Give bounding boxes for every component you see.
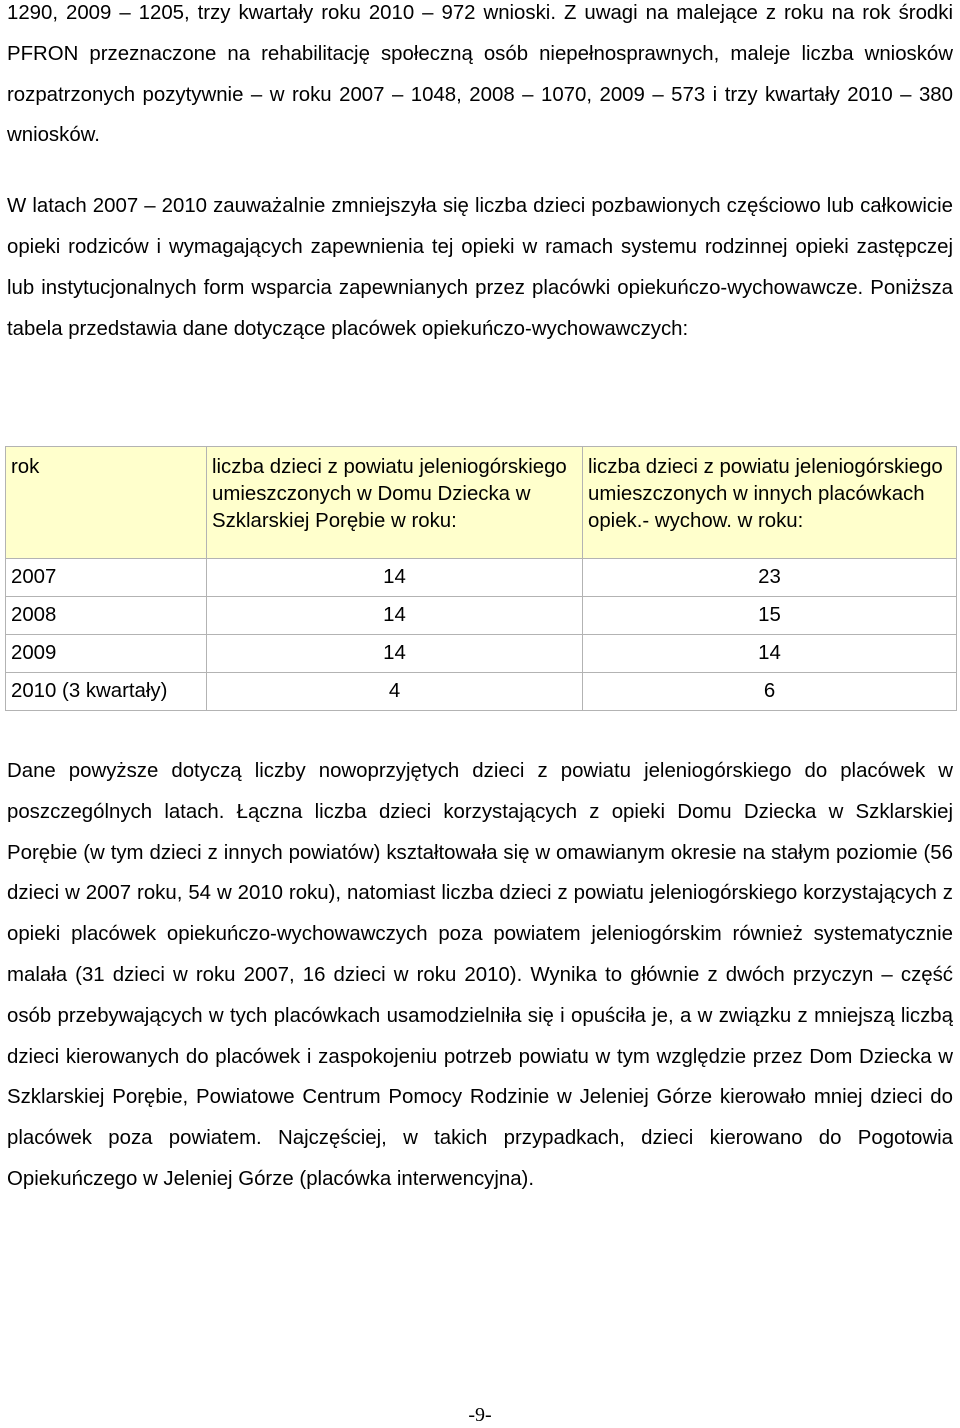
cell-other: 14 bbox=[583, 635, 957, 673]
paragraph-summary: Dane powyższe dotyczą liczby nowoprzyjętych dzieci z powiatu jeleniogórskiego do placówek w poszczególnych latach. Łączna liczba dzieci korzystających z opieki Domu Dziecka w Szklarskiej Porębie (w tym dzieci z innych powiatów) kształtowała się w omawianym okresie na stałym poziomie (56 dzieci w 2007 roku, 54 w 2010 roku), natomiast liczba dzieci z powiatu jeleniogórskiego korzystających z opieki placówek opiekuńczo-wychowawczych poza powiatem jeleniogórskim również systematycznie malała (31 dzieci w roku 2007, 16 dzieci w roku 2010). Wynika to głównie z dwóch przyczyn – część osób przebywających w tych placówkach usamodzielniła się i opuściła je, a w związku z mniejszą liczbą dzieci kierowanych do placówek i zaspokojeniu potrzeb powiatu w tym względzie przez Dom Dziecka w Szklarskiej Porębie, Powiatowe Centrum Pomocy Rodzinie w Jeleniej Górze kierowało mniej dzieci do placówek poza powiatem. Najczęściej, w takich przypadkach, dzieci kierowano do Pogotowia Opiekuńczego w Jeleniej Górze (placówka interwencyjna). bbox=[7, 760, 953, 1190]
table-row bbox=[6, 635, 957, 673]
paragraph-pfron: 1290, 2009 – 1205, trzy kwartały roku 2010 – 972 wnioski. Z uwagi na malejące z roku na rok środki PFRON przeznaczone na rehabilitację społeczną osób niepełnosprawnych, maleje liczba wniosków rozpatrzonych pozytywnie – w roku 2007 – 1048, 2008 – 1070, 2009 – 573 i trzy kwartały 2010 – 380 wniosków. bbox=[7, 2, 953, 147]
cell-other: 15 bbox=[583, 597, 957, 635]
cell-szklarska: 4 bbox=[207, 673, 583, 711]
cell-year: 2008 bbox=[6, 597, 207, 635]
cell-szklarska: 14 bbox=[207, 635, 583, 673]
cell-year: 2007 bbox=[6, 559, 207, 597]
header-other-facilities: liczba dzieci z powiatu jeleniogórskiego umieszczonych w innych placówkach opiek.- wychow. w roku: bbox=[583, 447, 957, 559]
document-page bbox=[7, 0, 953, 349]
header-year: rok bbox=[6, 447, 207, 559]
document-page-lower bbox=[7, 751, 953, 1200]
table-header-row bbox=[6, 447, 957, 559]
table-row bbox=[6, 673, 957, 711]
table-row bbox=[6, 597, 957, 635]
cell-other: 6 bbox=[583, 673, 957, 711]
table-row bbox=[6, 559, 957, 597]
header-szklarska-poreba: liczba dzieci z powiatu jeleniogórskiego umieszczonych w Domu Dziecka w Szklarskiej Porębie w roku: bbox=[207, 447, 583, 559]
cell-szklarska: 14 bbox=[207, 559, 583, 597]
page-number: -9- bbox=[468, 1404, 492, 1426]
cell-year: 2010 (3 kwartały) bbox=[6, 673, 207, 711]
cell-year: 2009 bbox=[6, 635, 207, 673]
placement-table bbox=[5, 446, 957, 711]
paragraph-children-care: W latach 2007 – 2010 zauważalnie zmniejszyła się liczba dzieci pozbawionych częściowo lub całkowicie opieki rodziców i wymagających zapewnienia tej opieki w ramach systemu rodzinnej opieki zastępczej lub instytucjonalnych form wsparcia zapewnianych przez placówki opiekuńczo-wychowawcze. Poniższa tabela przedstawia dane dotyczące placówek opiekuńczo-wychowawczych: bbox=[7, 195, 953, 340]
cell-other: 23 bbox=[583, 559, 957, 597]
cell-szklarska: 14 bbox=[207, 597, 583, 635]
